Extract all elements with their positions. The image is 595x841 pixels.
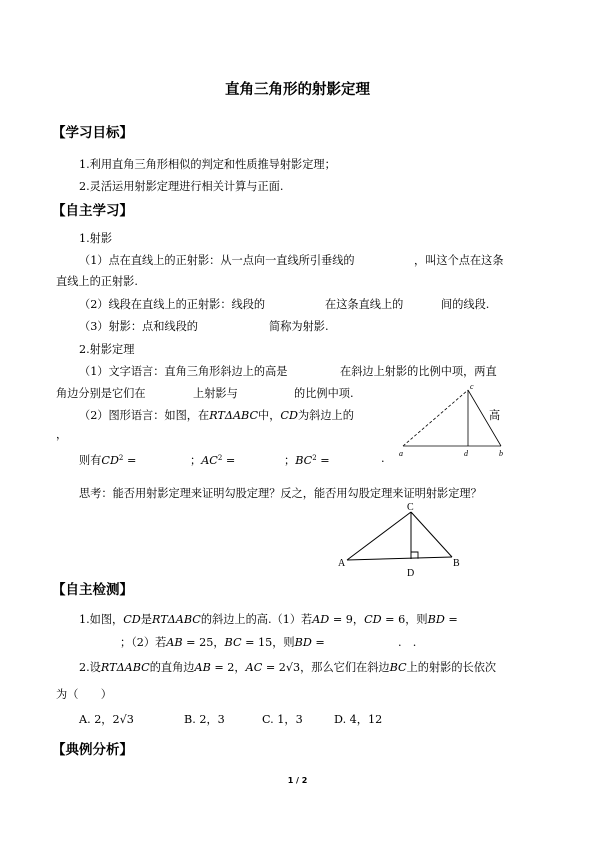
triangle-base: [347, 557, 452, 560]
section-heading-self-test: 【自主检测】: [52, 582, 133, 598]
text-fragment: 是: [140, 613, 152, 626]
text-fragment: = 6，则: [385, 613, 428, 626]
text-line: 在斜边上射影的比例中项，两直: [340, 365, 497, 378]
math-term: CD: [364, 613, 382, 626]
vertex-label: c: [470, 382, 474, 391]
math-term: BD: [294, 636, 312, 649]
vertex-label: D: [407, 568, 415, 579]
text-fragment: =: [126, 454, 137, 467]
page-number: 1 / 2: [287, 776, 308, 785]
text-fragment: 为斜边上的: [297, 409, 354, 422]
text-line: ，叫这个点在这条: [414, 254, 504, 267]
text-fragment: ；: [190, 454, 202, 467]
option-b: B. 2，3: [184, 713, 225, 726]
text-fragment: = 25，: [186, 636, 225, 649]
math-term: BC: [295, 454, 313, 467]
text-line: 高: [489, 409, 501, 422]
text-line: ，: [56, 428, 68, 441]
triangle-side: [468, 390, 501, 446]
math-term: CD: [280, 409, 298, 422]
text-line: （2）线段在直线上的正射影：线段的: [79, 298, 266, 311]
superscript: 2: [217, 454, 223, 462]
math-term: BC: [224, 636, 242, 649]
math-term: RTΔABC: [100, 661, 150, 674]
text-fragment: =: [448, 613, 458, 626]
triangle-side: [347, 512, 411, 560]
figure-triangle-abc: [335, 500, 465, 580]
math-term: AD: [312, 613, 330, 626]
text-fragment: = 15，则: [245, 636, 295, 649]
vertex-label: C: [407, 502, 414, 513]
math-term: BC: [389, 661, 407, 674]
text-line: [79, 452, 136, 468]
text-fragment: ；: [284, 454, 296, 467]
text-line: 简称为射影.: [269, 320, 329, 333]
text-fragment: （2）图形语言：如图，在: [79, 409, 210, 422]
vertex-label: a: [399, 449, 403, 458]
text-line: 直线上的正射影.: [56, 275, 138, 288]
math-term: AB: [194, 661, 211, 674]
text-line: （1）点在直线上的正射影：从一点向一直线所引垂线的: [79, 254, 355, 267]
vertex-label: d: [464, 449, 468, 458]
section-heading-examples: 【典例分析】: [52, 742, 133, 758]
math-term: AB: [166, 636, 183, 649]
math-term: RTΔABC: [209, 409, 259, 422]
text-fragment: 2.设: [79, 661, 101, 674]
text-line: .: [381, 452, 385, 465]
superscript: 2: [118, 454, 124, 462]
text-fragment: 上的射影的长依次: [406, 661, 497, 674]
math-term: BD: [427, 613, 445, 626]
triangle-side: [411, 512, 452, 557]
question-2-line-1: [79, 659, 496, 675]
text-line: [284, 452, 330, 468]
section-heading-goals: 【学习目标】: [52, 125, 133, 141]
item2-title: 2.射影定理: [79, 343, 135, 356]
text-line: 角边分别是它们在: [56, 387, 146, 400]
goal-item-2: 2.灵活运用射影定理进行相关计算与正面.: [79, 180, 284, 193]
option-a: A. 2，2√3: [79, 713, 134, 726]
vertex-label: B: [453, 558, 460, 569]
text-fragment: = 9，: [332, 613, 365, 626]
option-c: C. 1，3: [262, 713, 303, 726]
text-line: 的比例中项.: [294, 387, 354, 400]
math-term: RTΔABC: [151, 613, 201, 626]
text-fragment: ；（2）若: [120, 636, 167, 649]
item1-title: 1.射影: [79, 232, 113, 245]
text-fragment: . .: [398, 636, 417, 649]
math-term: AC: [245, 661, 263, 674]
text-fragment: = 2，: [214, 661, 246, 674]
text-fragment: =: [315, 636, 325, 649]
superscript: 2: [312, 454, 317, 462]
math-term: CD: [101, 454, 119, 467]
text-fragment: =: [320, 454, 330, 467]
text-fragment: 则有: [79, 454, 102, 467]
text-line: （3）射影：点和线段的: [79, 320, 198, 333]
text-fragment: =: [225, 454, 236, 467]
question-1-line-1: [79, 611, 458, 627]
text-line: 间的线段.: [441, 298, 490, 311]
text-line: [190, 452, 235, 468]
page-title: 直角三角形的射影定理: [225, 82, 370, 98]
option-d: D. 4，12: [334, 713, 383, 726]
goal-item-1: 1.利用直角三角形相似的判定和性质推导射影定理；: [79, 158, 336, 171]
text-line: [79, 407, 354, 423]
text-fragment: 中，: [258, 409, 281, 422]
text-fragment: 的直角边: [149, 661, 195, 674]
math-term: AC: [201, 454, 218, 467]
text-line: 上射影与: [193, 387, 238, 400]
vertex-label: A: [338, 558, 346, 569]
math-term: CD: [123, 613, 141, 626]
think-paragraph: 思考：能否用射影定理来证明勾股定理？反之，能否用勾股定理来证明射影定理？: [79, 487, 482, 500]
section-heading-self-study: 【自主学习】: [52, 203, 133, 219]
triangle-side: [403, 390, 468, 446]
text-fragment: 的斜边上的高.（1）若: [200, 613, 313, 626]
text-fragment: 1.如图，: [79, 613, 124, 626]
text-line: 在这条直线上的: [325, 298, 404, 311]
vertex-label: b: [499, 449, 503, 458]
question-2-line-2: 为（ ）: [56, 688, 112, 701]
question-1-line-2: [120, 634, 325, 650]
figure-triangle-dashed: [395, 380, 515, 465]
text-line: （1）文字语言：直角三角形斜边上的高是: [79, 365, 288, 378]
text-fragment: = 2√3，那么它们在斜边: [265, 661, 390, 674]
